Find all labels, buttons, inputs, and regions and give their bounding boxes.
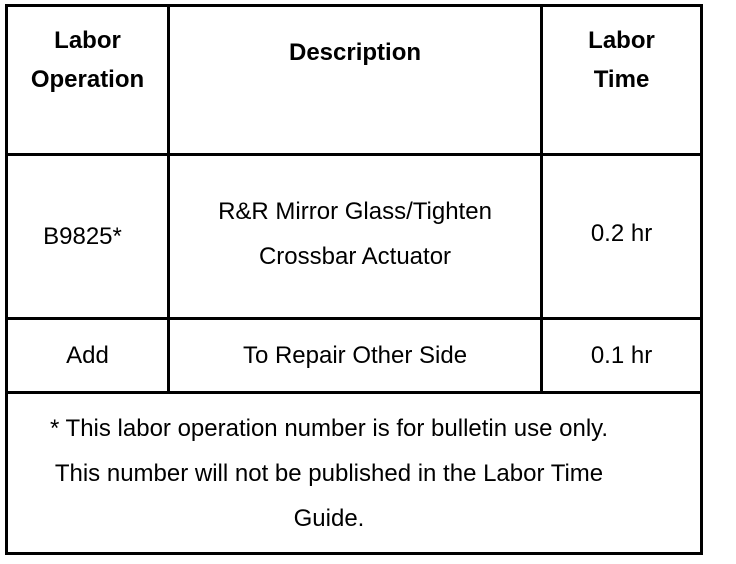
row-1-labor-operation: B9825* [43, 223, 122, 250]
header-description: Description [288, 39, 422, 66]
row-2-labor-time: 0.1 hr [590, 342, 653, 369]
row-1-description: R&R Mirror Glass/Tighten Crossbar Actuator [218, 197, 492, 270]
header-labor-time: Labor Time [588, 27, 655, 93]
row-2-labor-operation: Add [66, 342, 109, 369]
footnote: * This labor operation number is for bulletin use only. This number will not be published in the Labor Time Guide. [49, 414, 609, 532]
row-2-description: To Repair Other Side [242, 342, 468, 369]
header-labor-operation: Labor Operation [30, 27, 145, 93]
row-1-labor-time: 0.2 hr [590, 220, 653, 247]
labor-table [5, 4, 703, 555]
